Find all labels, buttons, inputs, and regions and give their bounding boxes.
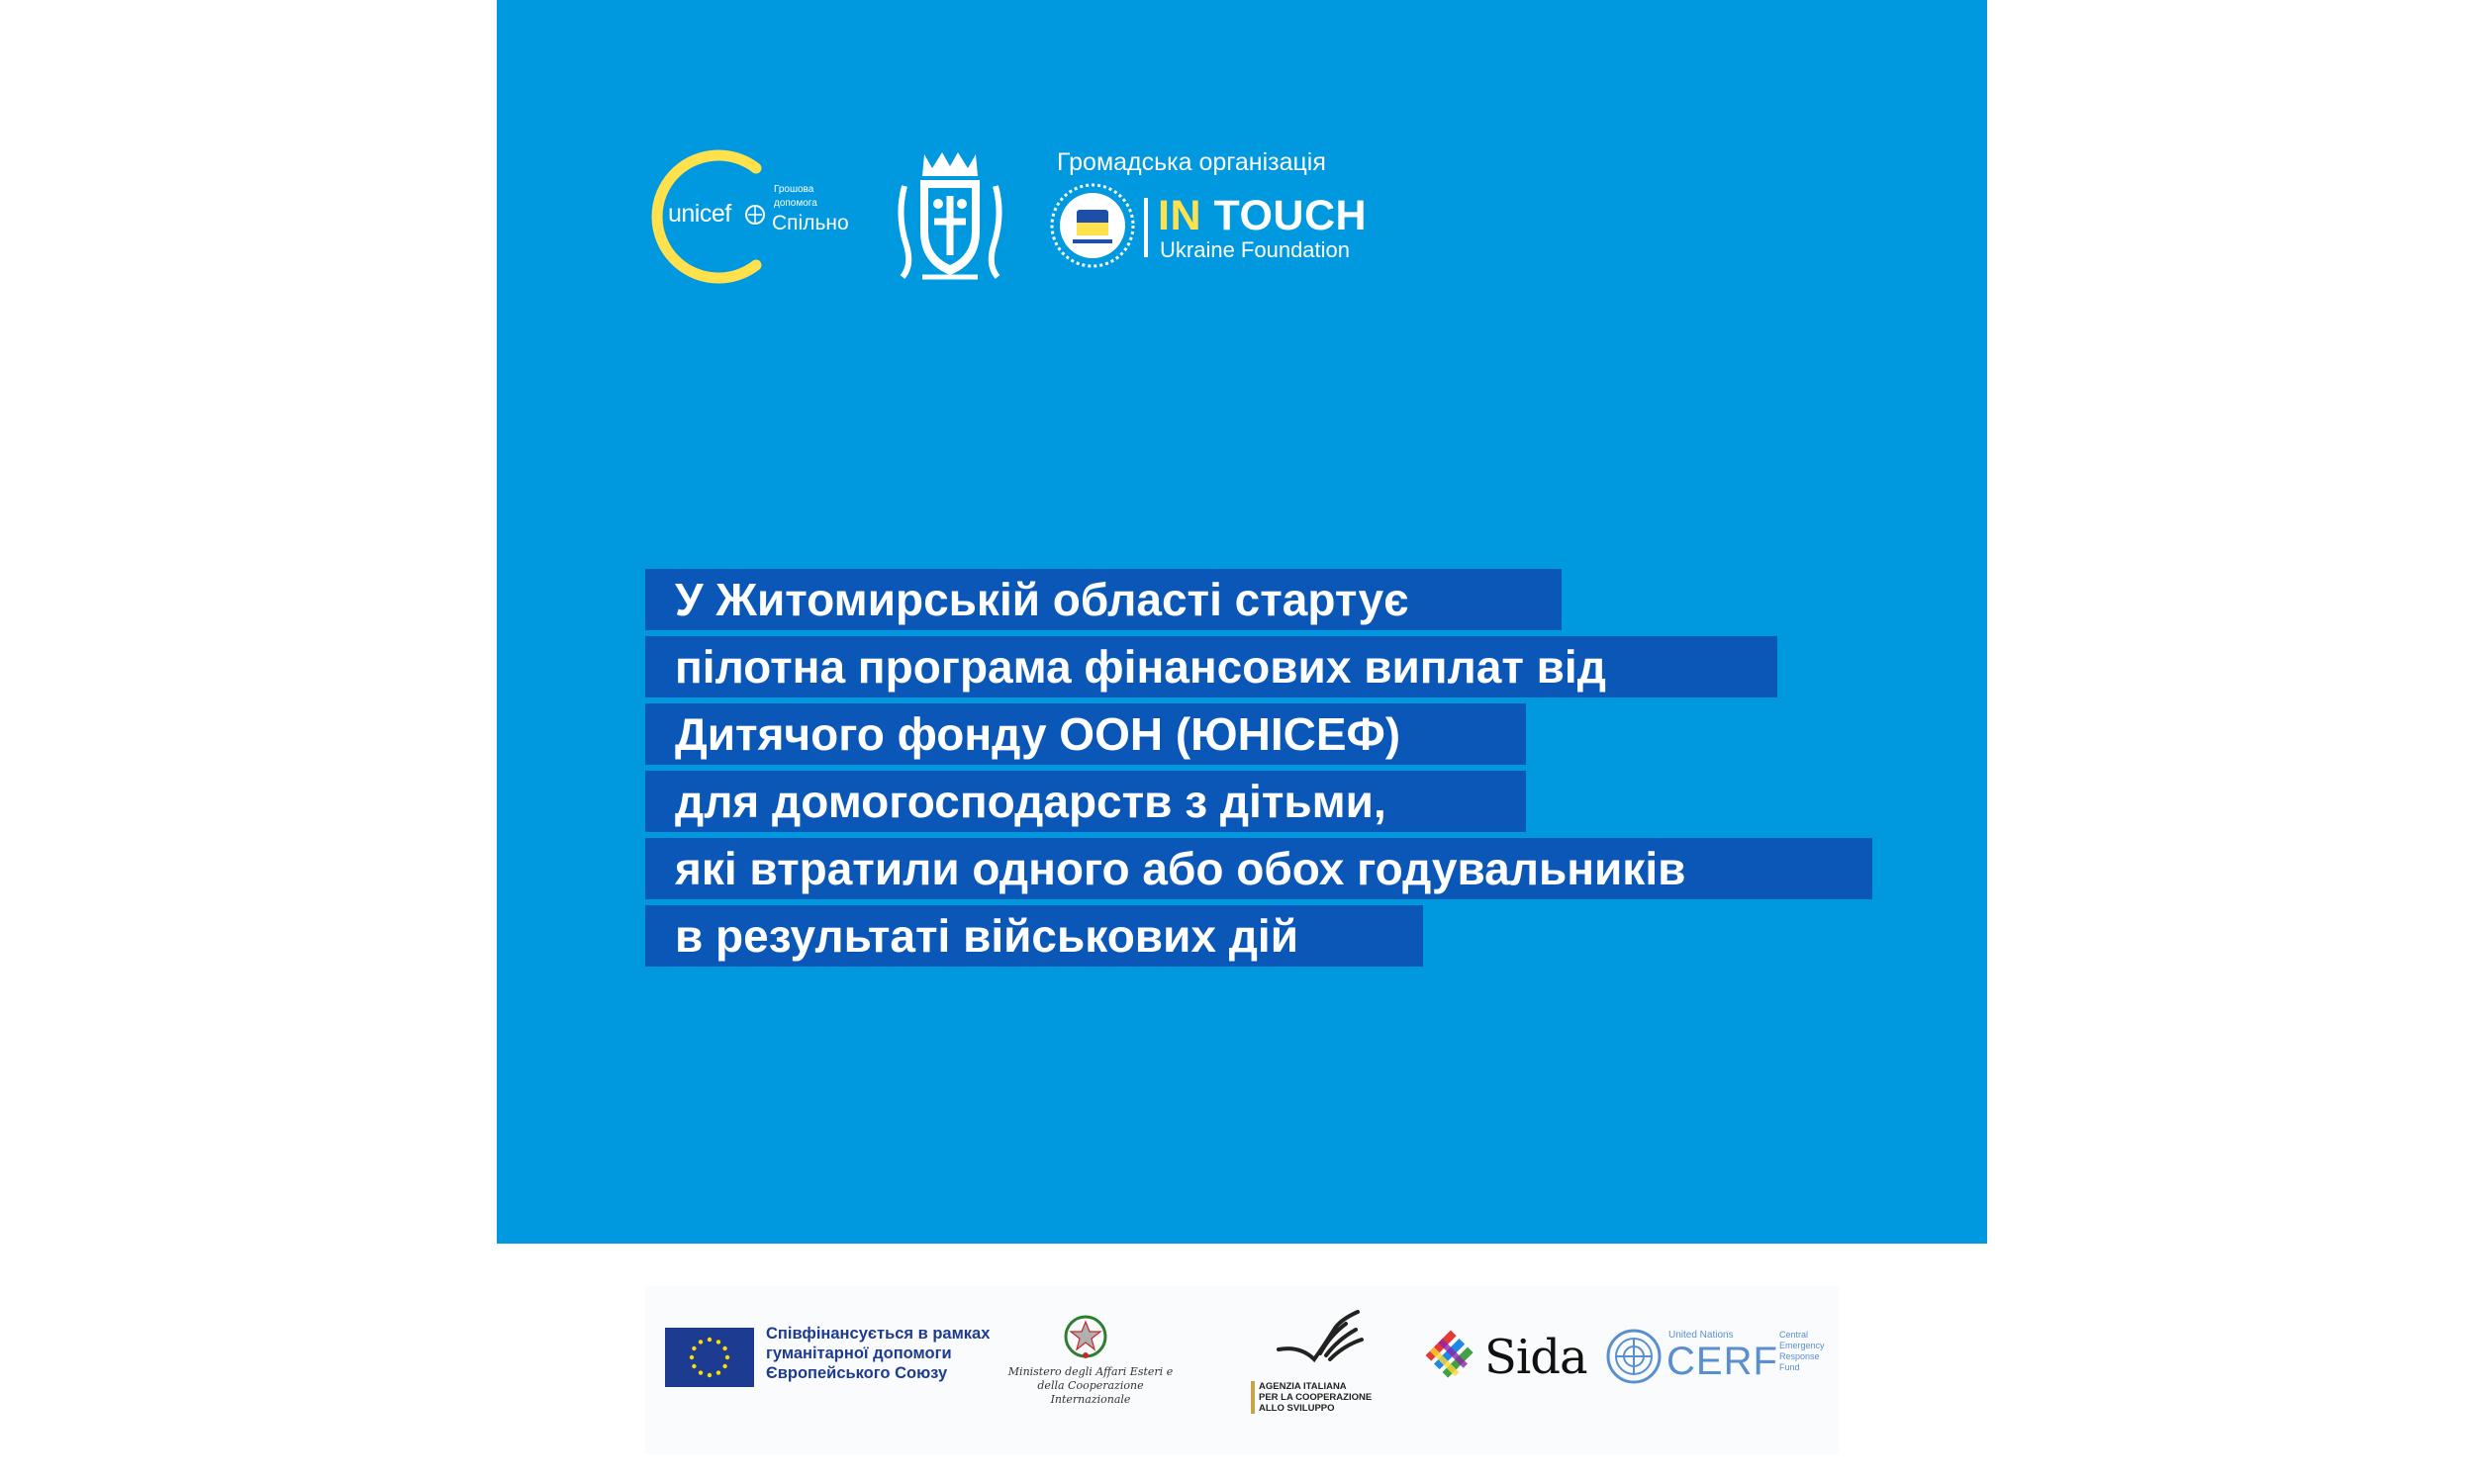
dove-icon <box>1271 1306 1370 1375</box>
intouch-brand-touch: TOUCH <box>1213 192 1368 239</box>
intouch-caption: Громадська організація <box>1057 148 1326 176</box>
intouch-brand-in: IN <box>1158 192 1201 239</box>
intouch-emblem-icon <box>1049 182 1136 269</box>
headline-line-2: пілотна програма фінансових виплат від <box>645 636 1777 697</box>
unicef-sub-line-2: допомога <box>774 198 817 209</box>
unicef-wordmark: unicef <box>668 200 731 228</box>
eu-cofunding-text: Співфінансується в рамках гуманітарної допомоги Європейського Союзу <box>766 1325 991 1382</box>
coat-of-arms-logo <box>893 146 1007 287</box>
headline-line-1: У Житомирській області стартує <box>645 569 1562 630</box>
cerf-logo <box>1605 1328 1823 1387</box>
sida-logo <box>1421 1326 1589 1395</box>
intouch-brand <box>1158 192 1367 240</box>
unicef-globe-icon <box>744 204 766 226</box>
intouch-foundation: Ukraine Foundation <box>1160 237 1351 262</box>
cerf-un-label: United Nations <box>1668 1330 1734 1341</box>
headline-line-5: які втратили одного або обох годувальників <box>645 838 1872 899</box>
cerf-wordmark: CERF <box>1666 1340 1778 1383</box>
aics-logo <box>1251 1306 1380 1425</box>
sida-wordmark: Sida <box>1484 1330 1587 1385</box>
headline-line-4: для домогосподарств з дітьми, <box>645 771 1526 832</box>
headline-line-3: Дитячого фонду ООН (ЮНІСЕФ) <box>645 703 1526 765</box>
coat-of-arms-icon <box>893 146 1007 287</box>
unicef-spilno-logo <box>645 146 883 287</box>
un-emblem-icon <box>1605 1328 1663 1385</box>
italy-ministry-logo <box>1006 1314 1174 1406</box>
unicef-sub-line-1: Грошова <box>774 184 814 195</box>
aics-line-1: AGENZIA ITALIANA <box>1259 1381 1347 1392</box>
intouch-divider <box>1144 198 1148 257</box>
aics-line-3: ALLO SVILUPPO <box>1259 1403 1335 1414</box>
eu-flag-icon <box>665 1328 754 1387</box>
aics-line-2: PER LA COOPERAZIONE <box>1259 1392 1373 1403</box>
intouch-logo <box>1049 146 1387 275</box>
cerf-subtitle: Central Emergency Response Fund <box>1779 1330 1825 1372</box>
partner-logos-bar <box>645 1286 1839 1454</box>
italy-ministry-text: Ministero degli Affari Esteri e della Cooperazione Internazionale <box>1007 1365 1174 1406</box>
aics-text <box>1251 1381 1372 1414</box>
headline-line-6: в результаті військових дій <box>645 905 1423 967</box>
unicef-sub-line-3: Спільно <box>772 212 849 234</box>
sida-mark-icon <box>1421 1326 1480 1385</box>
italian-emblem-icon <box>1064 1314 1107 1359</box>
